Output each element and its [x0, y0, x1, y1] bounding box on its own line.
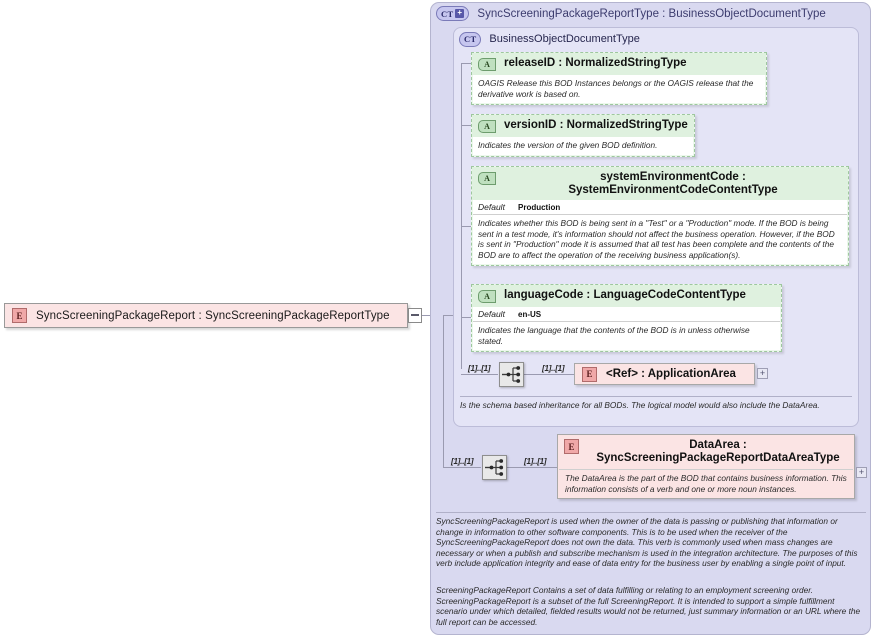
outer-branch-inner-ct — [443, 315, 453, 316]
outer-sequence-right-cardinality: [1]..[1] — [524, 457, 547, 466]
ref-expand-plus-icon[interactable]: + — [757, 368, 768, 379]
dataarea-expand-plus-icon[interactable]: + — [856, 467, 867, 478]
attribute-body — [473, 137, 693, 155]
ref-element-label: <Ref> : ApplicationArea — [606, 367, 736, 380]
dataarea-documentation: The DataArea is the part of the BOD that contains business information. This information consists of a verb and one or more noun instances. — [559, 469, 853, 498]
attribute-badge-icon: A — [478, 120, 496, 133]
attribute-badge-icon: A — [478, 172, 496, 185]
ct-badge-text: CT — [441, 8, 454, 19]
sequence-compositor-icon[interactable] — [499, 362, 524, 387]
attribute-box-systemenvironmentcode[interactable] — [471, 166, 849, 266]
outer-documentation-paragraph-2: ScreeningPackageReport Contains a set of data fulfilling or relating to an employment screening order. ScreeningPackageReport is a subset of the full ScreeningReport. It is intended to support a simple fulfillment scenario under which detailed, fielded results would not be returned, just summary information or an URL where the full report can be accessed. — [436, 585, 861, 627]
plus-icon: + — [455, 9, 464, 18]
attribute-name-releaseid: releaseID : NormalizedStringType — [504, 57, 687, 69]
attribute-branch-systemenvironmentcode — [461, 226, 471, 227]
outer-sequence-outgoing-line — [506, 467, 557, 468]
attribute-header — [472, 115, 694, 137]
complextype-inner-title: BusinessObjectDocumentType — [489, 33, 640, 45]
attribute-body — [473, 75, 765, 103]
attribute-header — [472, 53, 766, 75]
default-label: Default — [478, 309, 505, 319]
attribute-default-row — [473, 200, 847, 215]
attribute-header — [472, 285, 781, 307]
root-element-label: SyncScreeningPackageReport : SyncScreeningPackageReportType — [36, 309, 390, 322]
inner-sequence-left-cardinality: [1]..[1] — [468, 364, 491, 373]
element-badge-icon: E — [12, 308, 27, 323]
attribute-default-row — [473, 307, 780, 322]
attribute-body — [473, 307, 780, 350]
attribute-name-systemenvironmentcode: systemEnvironmentCode : SystemEnvironmentCodeContentType — [568, 171, 778, 196]
inner-type-documentation: Is the schema based inheritance for all BODs. The logical model would also include the DataArea. — [460, 400, 820, 410]
attribute-branch-releaseid — [461, 63, 471, 64]
attribute-documentation-systemenvironmentcode: Indicates whether this BOD is being sent in a "Test" or a "Production" mode. If the BOD is being sent in a test mode, it's information should not affect the business operation. However, if the BOD is sent in "Production" mode it is assumed that all test has been complete and the contents of the BOD are to affect the operation of the receiving business application(s). — [478, 218, 835, 260]
attribute-tree-spine — [461, 63, 462, 369]
complextype-outer-title: SyncScreeningPackageReportType : BusinessObjectDocumentType — [477, 7, 826, 20]
attribute-body — [473, 200, 847, 264]
complextype-expand-badge-icon[interactable] — [436, 6, 469, 21]
attribute-documentation-releaseid: OAGIS Release this BOD Instances belongs or the OAGIS release that the derivative work is based on. — [478, 78, 754, 99]
inner-sequence-right-cardinality: [1]..[1] — [542, 364, 565, 373]
attribute-documentation-languagecode: Indicates the language that the contents of the BOD is in unless otherwise stated. — [478, 325, 750, 346]
root-element-connector-dash-icon — [411, 314, 419, 316]
sequence-compositor-icon[interactable] — [482, 455, 507, 480]
element-box-ref-applicationarea[interactable] — [574, 363, 755, 385]
inner-sequence-incoming-line — [461, 374, 498, 375]
attribute-box-releaseid[interactable] — [471, 52, 767, 105]
complextype-outer-header — [436, 5, 826, 22]
attribute-name-versionid: versionID : NormalizedStringType — [504, 119, 688, 131]
element-badge-icon: E — [582, 367, 597, 382]
root-element-box[interactable] — [4, 303, 408, 328]
attribute-name-languagecode: languageCode : LanguageCodeContentType — [504, 289, 746, 301]
outer-sequence-left-cardinality: [1]..[1] — [451, 457, 474, 466]
ct-badge-text: CT — [464, 34, 477, 44]
attribute-box-languagecode[interactable] — [471, 284, 782, 352]
element-badge-icon: E — [564, 439, 579, 454]
element-box-dataarea[interactable] — [557, 434, 855, 499]
attribute-badge-icon: A — [478, 290, 496, 303]
inner-documentation-separator — [460, 396, 852, 397]
attribute-header — [472, 167, 848, 200]
complextype-badge-icon[interactable] — [459, 32, 481, 47]
complextype-inner-header — [459, 31, 640, 47]
dataarea-element-name: DataArea : SyncScreeningPackageReportDataAreaType — [596, 439, 840, 464]
attribute-badge-icon: A — [478, 58, 496, 71]
attribute-branch-languagecode — [461, 317, 471, 318]
dataarea-header — [558, 435, 854, 469]
default-value: en-US — [518, 310, 542, 319]
outer-documentation-paragraph-1: SyncScreeningPackageReport is used when the owner of the data is passing or publishing that information or change in information to other software components. This is to be used when the receiver of the SyncScreeningPackageReport does not own the data. This verb is commonly used when mass changes are necessary or when a publish and subscribe mechanism is used in the integration architecture. The purposes of this verb include application integrity and ease of data entry for the business user by enabling a single point of input. — [436, 516, 858, 569]
default-value: Production — [518, 203, 561, 212]
outer-documentation-separator — [436, 512, 866, 513]
inner-sequence-outgoing-line — [523, 374, 574, 375]
outer-sequence-spine — [443, 315, 444, 468]
attribute-branch-versionid — [461, 125, 471, 126]
attribute-box-versionid[interactable] — [471, 114, 695, 157]
outer-sequence-incoming-line — [443, 467, 481, 468]
default-label: Default — [478, 202, 505, 212]
attribute-documentation-versionid: Indicates the version of the given BOD definition. — [478, 140, 658, 150]
